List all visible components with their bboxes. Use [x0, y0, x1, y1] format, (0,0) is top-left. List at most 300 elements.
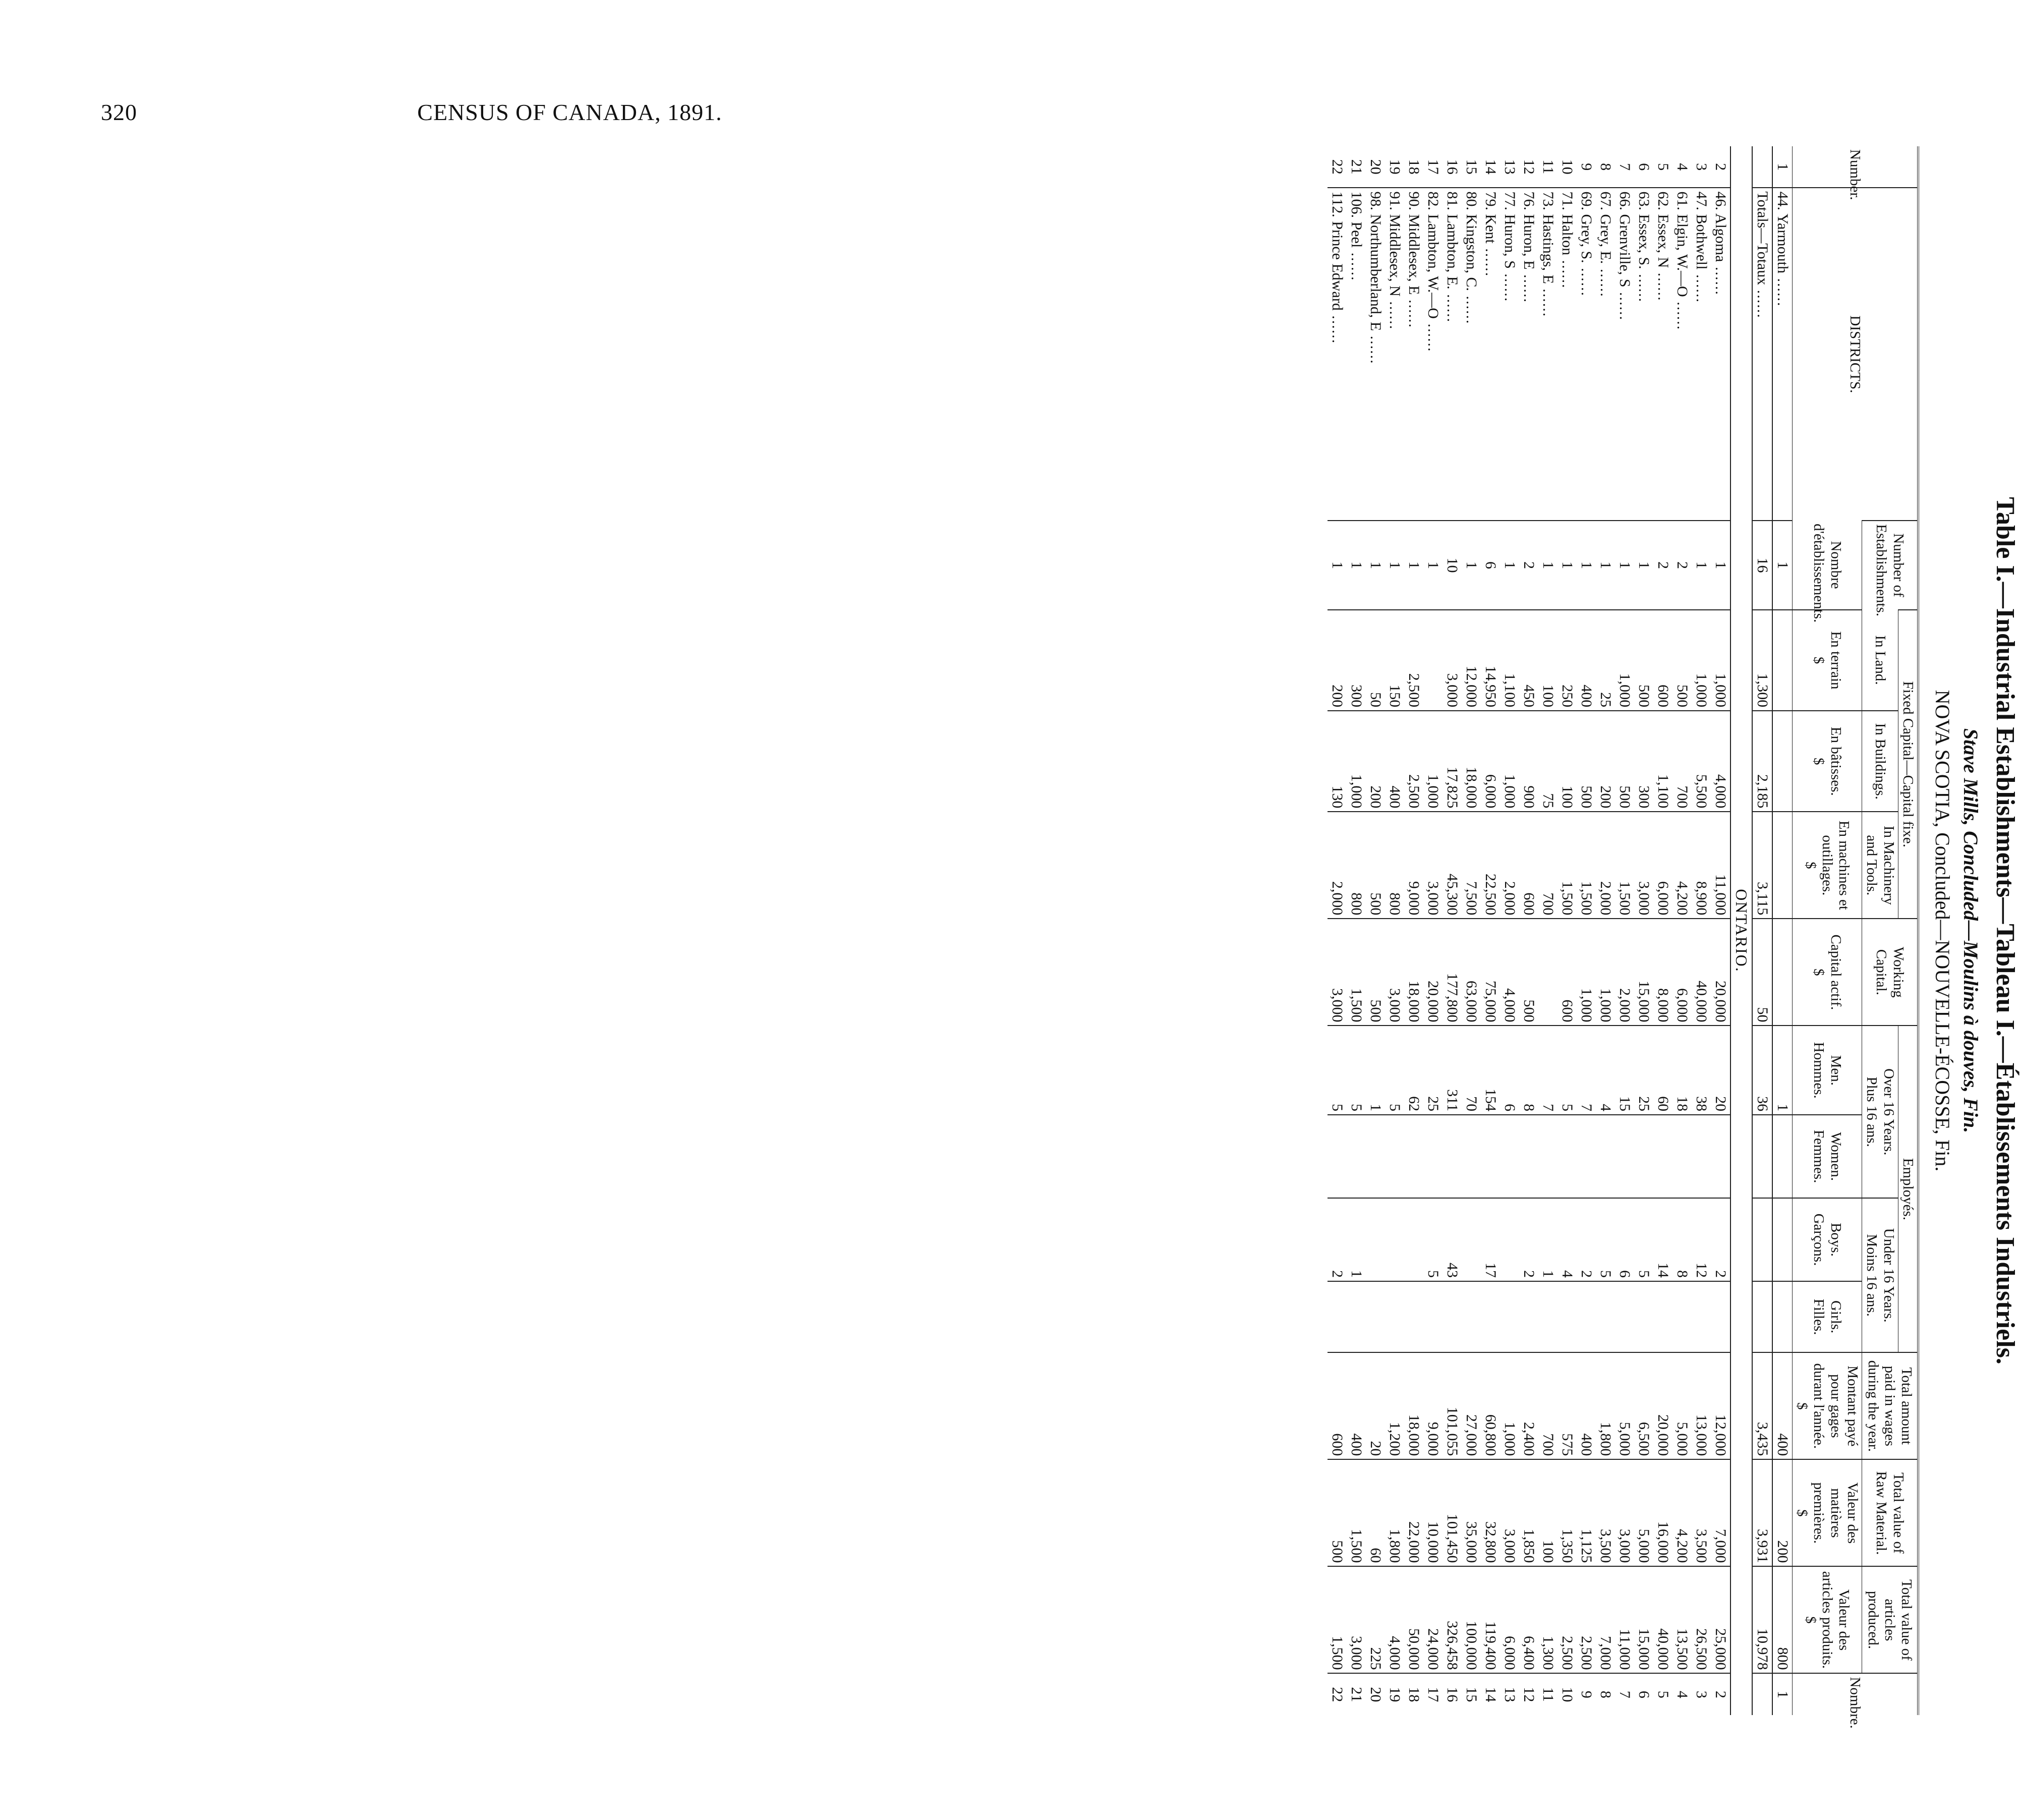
produced-cell: 1,500	[1328, 1566, 1347, 1673]
row-nombre: 12	[1519, 1673, 1538, 1715]
row-number: 3	[1693, 163, 1710, 171]
row-number: 5	[1654, 163, 1671, 171]
buildings-cell: 17,825	[1442, 711, 1462, 812]
district-cell	[1500, 188, 1519, 521]
boys-cell: 8	[1672, 1198, 1692, 1281]
women-cell	[1653, 1115, 1672, 1198]
table-row	[1385, 146, 1404, 1715]
header-establishments-fr	[1792, 521, 1862, 623]
district-cell	[1653, 188, 1672, 521]
produced-cell: 119,400	[1481, 1566, 1500, 1673]
girls-cell	[1328, 1281, 1347, 1352]
header-in-buildings-label: In Buildings.	[1872, 723, 1888, 800]
district-cell	[1366, 188, 1385, 521]
district-name: 90. Middlesex, E ......	[1406, 191, 1422, 328]
district-name: 98. Northumberland, E ......	[1367, 191, 1384, 364]
working-capital-cell: 6,000	[1672, 919, 1692, 1026]
raw-material-cell: 100	[1538, 1459, 1557, 1566]
section-row	[1730, 146, 1752, 1715]
men-cell: 5	[1385, 1026, 1404, 1115]
totals-boys	[1752, 1198, 1772, 1281]
running-title: CENSUS OF CANADA, 1891.	[417, 99, 722, 125]
row-nombre: 7	[1615, 1673, 1634, 1715]
row-number: 10	[1559, 159, 1576, 175]
row-number: 16	[1444, 159, 1461, 175]
page-number: 320	[101, 99, 137, 125]
land-cell: 25	[1596, 610, 1615, 711]
header-working-capital-fr	[1792, 919, 1862, 1026]
boys-cell: 1	[1347, 1198, 1366, 1281]
produced-cell: 25,000	[1711, 1566, 1730, 1673]
land-cell: 200	[1328, 610, 1347, 711]
header-wages	[1862, 1352, 1918, 1459]
header-over16-fr: Plus 16 ans.	[1864, 1076, 1880, 1147]
women-cell	[1615, 1115, 1634, 1198]
district-name: 66. Grenville, S ......	[1617, 191, 1633, 320]
men-cell: 7	[1577, 1026, 1596, 1115]
row-nombre: 8	[1596, 1673, 1615, 1715]
district-cell	[1692, 188, 1711, 521]
raw-material-cell: 16,000	[1653, 1459, 1672, 1566]
wages-cell: 700	[1538, 1352, 1557, 1459]
table-subtitle-province: NOVA SCOTIA, Concluded—NOUVELLE-ÉCOSSE, Fin.	[1931, 690, 1954, 1172]
raw-material-cell: 200	[1772, 1459, 1793, 1566]
row-number: 4	[1673, 163, 1691, 171]
establishments-cell: 1	[1711, 521, 1730, 610]
produced-cell: 50,000	[1404, 1566, 1423, 1673]
men-cell: 8	[1519, 1026, 1538, 1115]
produced-cell: 4,000	[1385, 1566, 1404, 1673]
raw-material-cell: 3,500	[1692, 1459, 1711, 1566]
girls-cell	[1423, 1281, 1442, 1352]
header-produced-fr-label: Valeur des articles produits.	[1819, 1571, 1853, 1669]
row-nombre: 11	[1538, 1673, 1557, 1715]
boys-cell: 5	[1596, 1198, 1615, 1281]
table-row	[1634, 146, 1653, 1715]
header-boys-label: Boys.	[1827, 1223, 1844, 1257]
wages-cell: 1,800	[1596, 1352, 1615, 1459]
row-nombre: 6	[1634, 1673, 1653, 1715]
header-in-buildings-fr-label: En bâtisses.	[1827, 726, 1844, 796]
raw-material-cell: 35,000	[1462, 1459, 1481, 1566]
table-row	[1711, 146, 1730, 1715]
women-cell	[1557, 1115, 1577, 1198]
dollar-sign: $	[1811, 656, 1827, 664]
establishments-cell: 2	[1653, 521, 1672, 610]
land-cell: 12,000	[1462, 610, 1481, 711]
establishments-cell: 1	[1692, 521, 1711, 610]
establishments-cell: 1	[1577, 521, 1596, 610]
district-name: 82. Lambton, W.—O ......	[1425, 191, 1441, 352]
totals-label-text: Totals—Totaux ......	[1754, 191, 1771, 318]
men-cell: 6	[1500, 1026, 1519, 1115]
raw-material-cell: 1,125	[1577, 1459, 1596, 1566]
machinery-cell: 600	[1519, 812, 1538, 919]
men-cell: 7	[1538, 1026, 1557, 1115]
header-girls-label: Girls.	[1827, 1300, 1844, 1334]
men-cell: 20	[1711, 1026, 1730, 1115]
header-raw-fr	[1792, 1459, 1862, 1566]
working-capital-cell: 1,000	[1596, 919, 1615, 1026]
header-women	[1792, 1115, 1862, 1198]
boys-cell: 14	[1653, 1198, 1672, 1281]
row-nombre: 5	[1653, 1673, 1672, 1715]
establishments-cell: 1	[1634, 521, 1653, 610]
land-cell: 14,950	[1481, 610, 1500, 711]
header-raw	[1862, 1459, 1918, 1566]
machinery-cell: 7,500	[1462, 812, 1481, 919]
land-cell: 1,000	[1711, 610, 1730, 711]
girls-cell	[1596, 1281, 1615, 1352]
totals-raw: 3,931	[1752, 1459, 1772, 1566]
raw-material-cell: 1,350	[1557, 1459, 1577, 1566]
district-name: 91. Middlesex, N ......	[1387, 191, 1403, 330]
district-cell	[1423, 188, 1442, 521]
header-produced	[1862, 1566, 1918, 1673]
raw-material-cell: 22,000	[1404, 1459, 1423, 1566]
header-in-land-fr	[1792, 610, 1862, 711]
header-in-machinery-label: In Machinery and Tools.	[1864, 825, 1897, 905]
table-row	[1481, 146, 1500, 1715]
women-cell	[1404, 1115, 1423, 1198]
girls-cell	[1462, 1281, 1481, 1352]
row-number: 13	[1501, 159, 1518, 175]
header-establishments-fr-label: Nombre d'établissements.	[1811, 524, 1844, 623]
district-cell	[1385, 188, 1404, 521]
header-in-buildings-fr	[1792, 711, 1862, 812]
establishments-cell: 1	[1385, 521, 1404, 610]
buildings-cell: 700	[1672, 711, 1692, 812]
district-name: 79. Kent ......	[1482, 191, 1499, 277]
wages-cell: 1,000	[1500, 1352, 1519, 1459]
land-cell	[1423, 610, 1442, 711]
produced-cell: 15,000	[1634, 1566, 1653, 1673]
women-cell	[1711, 1115, 1730, 1198]
district-cell	[1328, 188, 1347, 521]
men-cell: 25	[1634, 1026, 1653, 1115]
women-cell	[1442, 1115, 1462, 1198]
district-cell	[1481, 188, 1500, 521]
boys-cell: 2	[1577, 1198, 1596, 1281]
women-cell	[1672, 1115, 1692, 1198]
girls-cell	[1577, 1281, 1596, 1352]
establishments-cell: 1	[1404, 521, 1423, 610]
boys-cell: 43	[1442, 1198, 1462, 1281]
buildings-cell: 100	[1557, 711, 1577, 812]
women-cell	[1366, 1115, 1385, 1198]
land-cell: 50	[1366, 610, 1385, 711]
header-girls-fr: Filles.	[1811, 1298, 1827, 1335]
wages-cell: 20	[1366, 1352, 1385, 1459]
buildings-cell: 6,000	[1481, 711, 1500, 812]
working-capital-cell	[1772, 919, 1793, 1026]
produced-cell: 800	[1772, 1566, 1793, 1673]
establishments-cell: 2	[1519, 521, 1538, 610]
table-row	[1366, 146, 1385, 1715]
header-fixed-capital-label: Fixed Capital—Capital fixe.	[1900, 681, 1916, 847]
establishments-cell: 6	[1481, 521, 1500, 610]
girls-cell	[1615, 1281, 1634, 1352]
boys-cell	[1500, 1198, 1519, 1281]
wages-cell: 9,000	[1423, 1352, 1442, 1459]
establishments-cell: 1	[1500, 521, 1519, 610]
header-raw-fr-label: Valeur des matières premières.	[1811, 1482, 1861, 1544]
produced-cell: 100,000	[1462, 1566, 1481, 1673]
district-cell	[1347, 188, 1366, 521]
wages-cell: 6,500	[1634, 1352, 1653, 1459]
row-number: 8	[1597, 163, 1614, 171]
wages-cell: 5,000	[1672, 1352, 1692, 1459]
working-capital-cell: 4,000	[1500, 919, 1519, 1026]
working-capital-cell: 40,000	[1692, 919, 1711, 1026]
land-cell: 1,000	[1615, 610, 1634, 711]
produced-cell: 1,300	[1538, 1566, 1557, 1673]
header-produced-label: Total value of articles produced.	[1865, 1579, 1915, 1661]
land-cell: 400	[1577, 610, 1596, 711]
boys-cell: 6	[1615, 1198, 1634, 1281]
boys-cell: 5	[1634, 1198, 1653, 1281]
buildings-cell: 5,500	[1692, 711, 1711, 812]
working-capital-cell: 2,000	[1615, 919, 1634, 1026]
header-employes	[1898, 1026, 1918, 1352]
row-number: 2	[1712, 163, 1729, 171]
boys-cell: 5	[1423, 1198, 1442, 1281]
men-cell: 5	[1557, 1026, 1577, 1115]
wages-cell: 400	[1577, 1352, 1596, 1459]
machinery-cell	[1772, 812, 1793, 919]
raw-material-cell: 1,500	[1347, 1459, 1366, 1566]
header-produced-fr	[1792, 1566, 1862, 1673]
buildings-cell: 1,000	[1347, 711, 1366, 812]
wages-cell: 400	[1772, 1352, 1793, 1459]
row-nombre: 15	[1462, 1673, 1481, 1715]
establishments-cell: 1	[1538, 521, 1557, 610]
produced-cell: 225	[1366, 1566, 1385, 1673]
header-establishments-label: Number of Establishments.	[1873, 524, 1907, 616]
rotated-table-block	[1062, 146, 2020, 1729]
women-cell	[1423, 1115, 1442, 1198]
boys-cell: 4	[1557, 1198, 1577, 1281]
row-number: 18	[1405, 159, 1422, 175]
header-working-capital	[1862, 919, 1918, 1026]
table-row	[1672, 146, 1692, 1715]
wages-cell: 400	[1347, 1352, 1366, 1459]
wages-cell: 1,200	[1385, 1352, 1404, 1459]
district-cell	[1462, 188, 1481, 521]
produced-cell: 6,000	[1500, 1566, 1519, 1673]
wages-cell: 27,000	[1462, 1352, 1481, 1459]
machinery-cell: 800	[1385, 812, 1404, 919]
row-nombre: 21	[1347, 1673, 1366, 1715]
totals-row	[1752, 146, 1772, 1715]
header-boys-fr: Garçons.	[1811, 1213, 1827, 1266]
machinery-cell: 8,900	[1692, 812, 1711, 919]
girls-cell	[1385, 1281, 1404, 1352]
totals-girls	[1752, 1281, 1772, 1352]
buildings-cell: 130	[1328, 711, 1347, 812]
machinery-cell: 2,000	[1500, 812, 1519, 919]
row-nombre: 19	[1385, 1673, 1404, 1715]
wages-cell: 60,800	[1481, 1352, 1500, 1459]
header-wages-fr	[1792, 1352, 1862, 1459]
working-capital-cell: 3,000	[1328, 919, 1347, 1026]
header-girls	[1792, 1281, 1862, 1352]
totals-number-cell	[1752, 146, 1772, 188]
men-cell: 62	[1404, 1026, 1423, 1115]
raw-material-cell: 3,000	[1500, 1459, 1519, 1566]
girls-cell	[1711, 1281, 1730, 1352]
machinery-cell: 45,300	[1442, 812, 1462, 919]
women-cell	[1692, 1115, 1711, 1198]
men-cell: 1	[1366, 1026, 1385, 1115]
raw-material-cell: 3,000	[1615, 1459, 1634, 1566]
buildings-cell: 900	[1519, 711, 1538, 812]
district-name: 106. Peel ......	[1348, 191, 1365, 281]
raw-material-cell: 10,000	[1423, 1459, 1442, 1566]
totals-working: 50	[1752, 919, 1772, 1026]
header-number-label: Number.	[1846, 149, 1863, 200]
buildings-cell: 1,000	[1423, 711, 1442, 812]
header-employes-label: Employés.	[1900, 1158, 1916, 1221]
district-cell	[1672, 188, 1692, 521]
women-cell	[1462, 1115, 1481, 1198]
wages-cell: 18,000	[1404, 1352, 1423, 1459]
men-cell: 311	[1442, 1026, 1462, 1115]
produced-cell: 6,400	[1519, 1566, 1538, 1673]
header-in-land-fr-label: En terrain	[1827, 631, 1844, 690]
row-number: 9	[1578, 163, 1595, 171]
header-establishments	[1862, 521, 1918, 616]
row-nombre: 2	[1711, 1673, 1730, 1715]
header-under16-fr: Moins 16 ans.	[1864, 1234, 1880, 1317]
establishments-cell: 10	[1442, 521, 1462, 610]
row-number: 11	[1539, 159, 1556, 175]
table-row	[1577, 146, 1596, 1715]
raw-material-cell: 32,800	[1481, 1459, 1500, 1566]
district-cell	[1577, 188, 1596, 521]
men-cell: 60	[1653, 1026, 1672, 1115]
raw-material-cell: 60	[1366, 1459, 1385, 1566]
ontario-rows	[1328, 146, 1730, 1715]
wages-cell: 101,055	[1442, 1352, 1462, 1459]
district-name: 112. Prince Edward ......	[1329, 191, 1346, 344]
header-nombre	[1792, 1673, 1918, 1729]
header-nombre-label: Nombre.	[1846, 1677, 1863, 1729]
header-fixed-capital	[1898, 610, 1918, 919]
boys-cell	[1462, 1198, 1481, 1281]
produced-cell: 2,500	[1577, 1566, 1596, 1673]
raw-material-cell: 4,200	[1672, 1459, 1692, 1566]
land-cell: 1,100	[1500, 610, 1519, 711]
row-nombre: 17	[1423, 1673, 1442, 1715]
land-cell: 3,000	[1442, 610, 1462, 711]
raw-material-cell: 7,000	[1711, 1459, 1730, 1566]
machinery-cell: 4,200	[1672, 812, 1692, 919]
header-districts-label: DISTRICTS.	[1846, 315, 1863, 393]
district-name: 76. Huron, E ......	[1521, 191, 1537, 303]
header-men-fr: Hommes.	[1811, 1042, 1827, 1099]
boys-cell: 17	[1481, 1198, 1500, 1281]
row-nombre: 3	[1692, 1673, 1711, 1715]
table-row	[1462, 146, 1481, 1715]
district-name: 63. Essex, S. ......	[1636, 191, 1652, 303]
row-number: 17	[1424, 159, 1441, 175]
totals-buildings: 2,185	[1752, 711, 1772, 812]
table-row	[1596, 146, 1615, 1715]
establishments-cell: 1	[1347, 521, 1366, 610]
men-cell: 15	[1615, 1026, 1634, 1115]
district-name: 69. Grey, S. ......	[1578, 191, 1595, 297]
working-capital-cell: 500	[1366, 919, 1385, 1026]
women-cell	[1538, 1115, 1557, 1198]
girls-cell	[1772, 1281, 1793, 1352]
produced-cell: 326,458	[1442, 1566, 1462, 1673]
buildings-cell: 400	[1385, 711, 1404, 812]
raw-material-cell: 1,850	[1519, 1459, 1538, 1566]
header-wages-fr-label: Montant payé pour gages durant l'année.	[1811, 1363, 1861, 1449]
totals-wages: 3,435	[1752, 1352, 1772, 1459]
row-nombre: 18	[1404, 1673, 1423, 1715]
working-capital-cell: 600	[1557, 919, 1577, 1026]
produced-cell: 13,500	[1672, 1566, 1692, 1673]
establishments-cell: 1	[1615, 521, 1634, 610]
men-cell: 5	[1347, 1026, 1366, 1115]
machinery-cell: 9,000	[1404, 812, 1423, 919]
women-cell	[1577, 1115, 1596, 1198]
machinery-cell: 1,500	[1557, 812, 1577, 919]
table-title: Table I.—Industrial Establishments—Tableau I.—Établissements Industriels.	[1991, 497, 2019, 1364]
totals-label	[1752, 188, 1772, 521]
district-cell	[1404, 188, 1423, 521]
men-cell: 154	[1481, 1026, 1500, 1115]
nova-scotia-totals	[1752, 146, 1772, 1715]
dollar-sign: $	[1794, 1402, 1810, 1410]
buildings-cell: 500	[1577, 711, 1596, 812]
men-cell: 5	[1328, 1026, 1347, 1115]
boys-cell: 2	[1519, 1198, 1538, 1281]
wages-cell: 12,000	[1711, 1352, 1730, 1459]
header-boys	[1792, 1198, 1862, 1281]
header-in-machinery-fr-label: En machines et outillages.	[1819, 820, 1853, 910]
girls-cell	[1500, 1281, 1519, 1352]
section-header	[1730, 146, 1752, 1715]
working-capital-cell: 20,000	[1423, 919, 1442, 1026]
row-nombre: 14	[1481, 1673, 1500, 1715]
row-nombre: 20	[1366, 1673, 1385, 1715]
produced-cell: 7,000	[1596, 1566, 1615, 1673]
row-number: 14	[1482, 159, 1499, 175]
header-in-land	[1862, 610, 1898, 711]
wages-cell: 575	[1557, 1352, 1577, 1459]
table-row	[1519, 146, 1538, 1715]
header-number	[1792, 146, 1918, 200]
table-row	[1347, 146, 1366, 1715]
wages-cell: 13,000	[1692, 1352, 1711, 1459]
dollar-sign: $	[1802, 862, 1819, 869]
dollar-sign: $	[1811, 757, 1827, 765]
totals-machinery: 3,115	[1752, 812, 1772, 919]
district-cell	[1442, 188, 1462, 521]
women-cell	[1347, 1115, 1366, 1198]
machinery-cell: 22,500	[1481, 812, 1500, 919]
table-row	[1404, 146, 1423, 1715]
district-name: 61. Elgin, W.—O ......	[1674, 191, 1691, 330]
raw-material-cell: 101,450	[1442, 1459, 1462, 1566]
raw-material-cell: 1,800	[1385, 1459, 1404, 1566]
working-capital-cell: 75,000	[1481, 919, 1500, 1026]
totals-nombre-cell	[1752, 1673, 1772, 1715]
buildings-cell: 200	[1596, 711, 1615, 812]
